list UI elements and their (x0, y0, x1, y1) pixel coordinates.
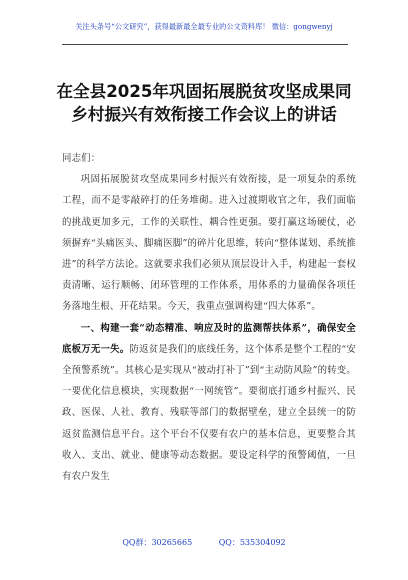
section-one-text: 防返贫是我们的底线任务，这个体系是整个工程的“安全预警系统”。其核心是实现从“被动打补丁”到“主动防风险”的转变。一要优化信息模块，实现数据“一网统管”。要彻底打通乡村振兴、民政、医保、人社、教育、残联等部门的数据壁垒，建立全县统一的防返贫监测信息平台。这个平台不仅要有农户的基本信息，更要整合其收入、支出、就业、健康等动态数据。要设定科学的预警阈值，一旦有农户发生 (62, 343, 356, 483)
title-line-2: 乡村振兴有效衔接工作会议上的讲话 (71, 105, 337, 124)
section-one-heading: 一、构建一套“动态精准、响应及时的监测帮扶体系”，确保安全底板万无一失。 (62, 322, 356, 355)
paragraph-section-one (62, 318, 356, 488)
salutation: 同志们： (62, 153, 101, 164)
footer-qq-number: QQ：535304092 (218, 538, 286, 547)
header-banner: 关注头条号“公文研究”，获得最新最全最专业的公文资料库！ 微信：gongwenyj (75, 22, 333, 31)
header-divider (62, 44, 348, 45)
document-title (40, 80, 368, 126)
paragraph-intro: 巩固拓展脱贫攻坚成果同乡村振兴有效衔接，是一项复杂的系统工程，而不是零敲碎打的任务堆砌。进入过渡期收官之年，我们面临的挑战更加多元，工作的关联性、耦合性更强。要打赢这场硬仗，必须摒弃“头痛医头、脚痛医脚”的碎片化思维，转向“整体谋划、系统推进”的科学方法论。这就要求我们必须从顶层设计入手，构建起一套权责清晰、运行顺畅、闭环管理的工作体系，用体系的力量确保各项任务落地生根、开花结果。今天，我重点强调构建“四大体系”。 (62, 174, 356, 313)
document-body (62, 148, 356, 487)
page-footer (0, 537, 408, 548)
footer-qq-group: QQ群：30265665 (122, 538, 193, 547)
title-line-1: 在全县2025年巩固拓展脱贫攻坚成果同 (56, 82, 352, 101)
